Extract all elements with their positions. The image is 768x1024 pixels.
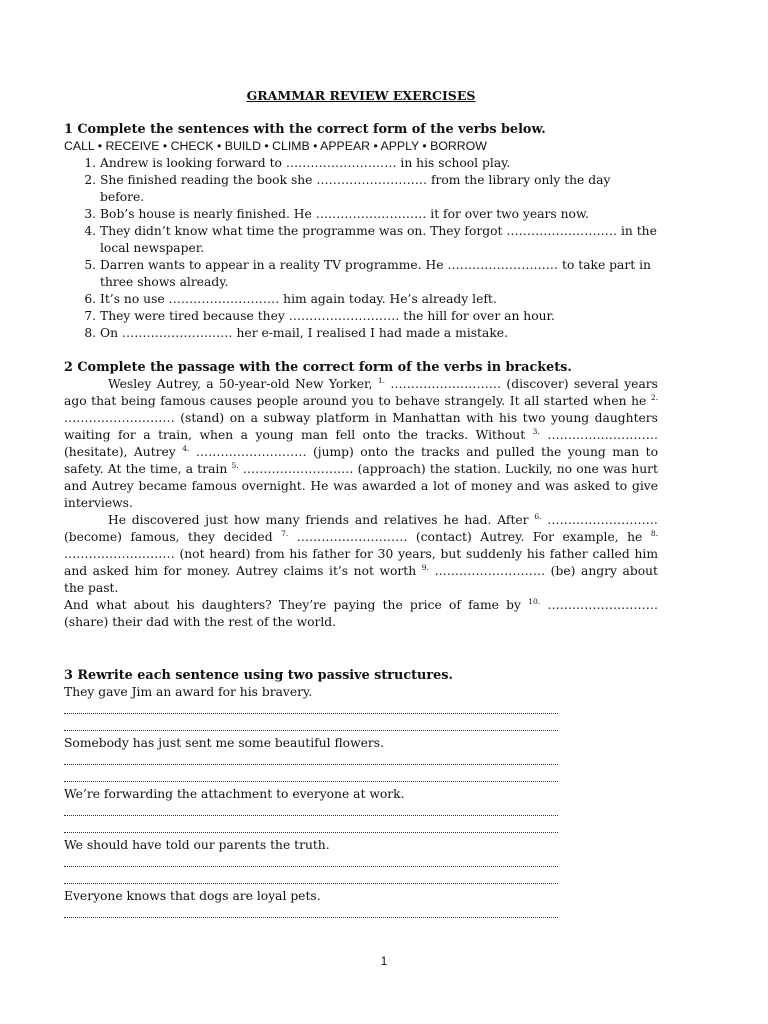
answer-line[interactable] (64, 718, 558, 735)
answer-line[interactable] (64, 871, 558, 888)
exercise-2 (64, 359, 658, 631)
rewrite-sentence: Somebody has just sent me some beautiful flowers. (64, 736, 384, 750)
answer-line[interactable] (64, 820, 558, 837)
list-item: 3. Bob’s house is nearly finished. He ……………………… it for over two years now. (100, 206, 658, 223)
gap-number: 9. (421, 562, 429, 572)
passage-text: ……………………… (jump) onto the tracks and pulled the young man to safety. At the time, a train (64, 445, 658, 476)
exercise-1-list (64, 155, 658, 342)
exercise-3 (64, 667, 658, 922)
answer-line[interactable] (64, 769, 558, 786)
list-item: 2. She finished reading the book she ……………………… from the library only the day before. (100, 172, 658, 206)
passage-text: ……………………… (become) famous, they decided (64, 513, 658, 544)
passage-text: ……………………… (not heard) from his father for 30 years, but suddenly his father called him and asked him for money. Autrey claims it’s not worth (64, 547, 658, 578)
passage-paragraph-3 (64, 597, 658, 631)
list-item: 8. On ……………………… her e-mail, I realised I had made a mistake. (100, 325, 658, 342)
list-item: 5. Darren wants to appear in a reality TV programme. He ……………………… to take part in three shows already. (100, 257, 658, 291)
answer-line[interactable] (64, 854, 558, 871)
passage-paragraph-1 (64, 376, 658, 512)
gap-number: 7. (281, 528, 289, 538)
passage-text: ……………………… (contact) Autrey. For example, he (296, 530, 643, 544)
rewrite-sentence: We should have told our parents the truth. (64, 838, 330, 852)
list-item: 6. It’s no use ……………………… him again today. He’s already left. (100, 291, 658, 308)
passage-text: And what about his daughters? They’re paying the price of fame by (64, 598, 521, 612)
page-title: GRAMMAR REVIEW EXERCISES (246, 88, 476, 103)
gap-number: 1. (377, 375, 385, 385)
exercise-3-heading: 3 Rewrite each sentence using two passive structures. (64, 668, 453, 683)
passage-paragraph-2 (64, 512, 658, 597)
list-item: 4. They didn’t know what time the programme was on. They forgot ……………………… in the local newspaper. (100, 223, 658, 257)
gap-number: 4. (182, 443, 190, 453)
rewrite-sentence: They gave Jim an award for his bravery. (64, 685, 313, 699)
gap-number: 8. (650, 528, 658, 538)
passage-text: ……………………… (share) their dad with the rest of the world. (64, 598, 658, 629)
gap-number: 5. (231, 460, 239, 470)
exercise-1 (64, 121, 658, 342)
passage-text: ……………………… (be) angry about the past. (64, 564, 658, 595)
exercise-1-heading: 1 Complete the sentences with the correct form of the verbs below. (64, 122, 546, 137)
list-item: 7. They were tired because they ……………………… the hill for over an hour. (100, 308, 658, 325)
rewrite-sentence: Everyone knows that dogs are loyal pets. (64, 889, 321, 903)
answer-line[interactable] (64, 905, 558, 922)
gap-number: 6. (534, 511, 542, 521)
exercise-2-heading: 2 Complete the passage with the correct form of the verbs in brackets. (64, 360, 572, 375)
gap-number: 3. (532, 426, 540, 436)
passage-text: ……………………… (discover) several years ago that being famous causes people around you to behave strangely. It all started when he (64, 377, 658, 408)
page-number: 1 (380, 954, 388, 968)
answer-line[interactable] (64, 752, 558, 769)
answer-line[interactable] (64, 803, 558, 820)
passage-text: He discovered just how many friends and relatives he had. After (108, 513, 529, 527)
gap-number: 2. (650, 392, 658, 402)
passage-text: ……………………… (approach) the station. Luckily, no one was hurt and Autrey became famous overnight. He was awarded a lot of money and was asked to give interviews. (64, 462, 658, 510)
rewrite-sentence: We’re forwarding the attachment to everyone at work. (64, 787, 405, 801)
list-item: 1. Andrew is looking forward to ……………………… in his school play. (100, 155, 658, 172)
passage-text: ……………………… (hesitate), Autrey (64, 428, 658, 459)
answer-line[interactable] (64, 701, 558, 718)
verb-list: CALL • RECEIVE • CHECK • BUILD • CLIMB • APPEAR • APPLY • BORROW (64, 139, 487, 153)
gap-number: 10. (528, 596, 541, 606)
passage-text: Wesley Autrey, a 50-year-old New Yorker, (108, 377, 373, 391)
passage-text: ……………………… (stand) on a subway platform in Manhattan with his two young daughters waiting for a train, when a young man fell onto the tracks. Without (64, 411, 658, 442)
